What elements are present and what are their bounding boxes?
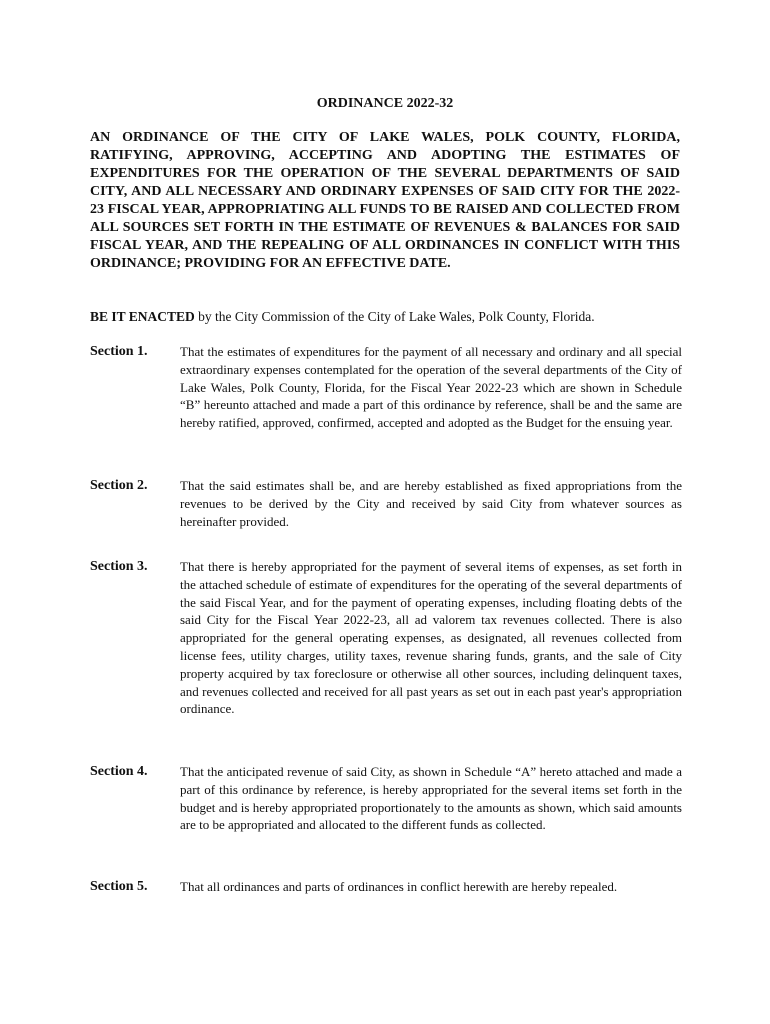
- section-text: That the estimates of expenditures for the payment of all necessary and ordinary and all special extraordinary expenses contemplated for the operation of the several departments of the City of Lake Wales, Polk County, Florida, for the Fiscal Year 2022-23 which are shown in Schedule “B” hereunto attached and made a part of this ordinance by reference, shall be and the same are hereby ratified, approved, confirmed, accepted and adopted as the Budget for the ensuing year.: [180, 344, 682, 431]
- enacting-clause-text: by the City Commission of the City of Lake Wales, Polk County, Florida.: [194, 309, 595, 324]
- enacting-clause-lead: BE IT ENACTED: [90, 309, 195, 324]
- section-text: That all ordinances and parts of ordinances in conflict herewith are hereby repealed.: [180, 879, 618, 894]
- section-text: That the said estimates shall be, and are hereby established as fixed appropriations from the revenues to be derived by the City and received by said City from whatever sources as hereinafter provided.: [180, 478, 682, 529]
- section-text: That there is hereby appropriated for the payment of several items of expenses, as set forth in the attached schedule of estimate of expenditures for the operating of the several departments of the said Fiscal Year, and for the payment of operating expenses, including floating debts of the said City for the Fiscal Year 2022-23, all ad valorem tax revenues collected. There is also appropriated for the general operating expenses, as designated, all revenues collected from license fees, utility charges, utility taxes, revenue sharing funds, grants, and the sale of City property acquired by tax foreclosure or otherwise all other sources, including delinquent taxes, and revenues collected and received for all past years as set out in each past year's appropriation ordinance.: [180, 559, 682, 717]
- section-label: Section 3.: [90, 559, 148, 574]
- section-label: Section 4.: [90, 764, 148, 779]
- ordinance-preamble: AN ORDINANCE OF THE CITY OF LAKE WALES, POLK COUNTY, FLORIDA, RATIFYING, APPROVING, ACCEPTING AND ADOPTING THE ESTIMATES OF EXPENDITURES FOR THE OPERATION OF THE SEVERAL DEPARTMENTS OF SAID CITY, AND ALL NECESSARY AND ORDINARY EXPENSES OF SAID CITY FOR THE 2022-23 FISCAL YEAR, APPROPRIATING ALL FUNDS TO BE RAISED AND COLLECTED FROM ALL SOURCES SET FORTH IN THE ESTIMATE OF REVENUES & BALANCES FOR SAID FISCAL YEAR, AND THE REPEALING OF ALL ORDINANCES IN CONFLICT WITH THIS ORDINANCE; PROVIDING FOR AN EFFECTIVE DATE.: [90, 130, 680, 271]
- section-label: Section 1.: [90, 344, 148, 359]
- ordinance-title: ORDINANCE 2022-32: [316, 96, 454, 111]
- section-label: Section 2.: [90, 478, 148, 493]
- enacting-clause: [90, 308, 690, 326]
- section-label: Section 5.: [90, 879, 148, 894]
- section-text: That the anticipated revenue of said City, as shown in Schedule “A” hereto attached and made a part of this ordinance by reference, is hereby appropriated for the several items set forth in the budget and is hereby appropriated proportionately to the amounts as shown, which said amounts are to be appropriated and allocated to the different funds as collected.: [180, 764, 682, 833]
